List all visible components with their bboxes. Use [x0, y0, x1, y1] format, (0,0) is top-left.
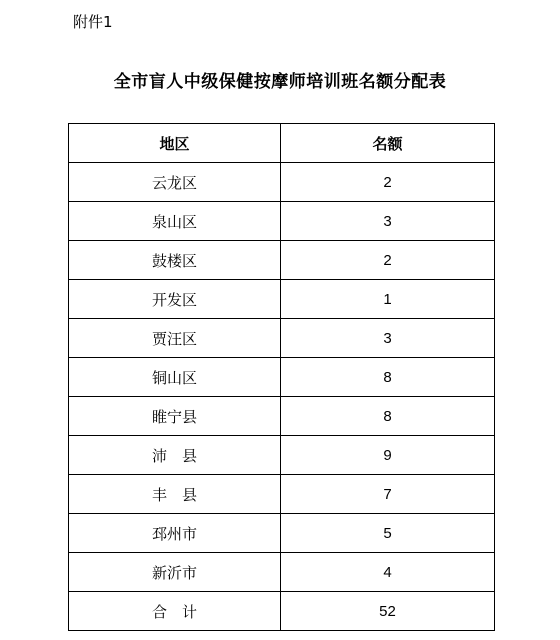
table-row	[69, 319, 495, 358]
table-row	[69, 436, 495, 475]
total-row	[69, 592, 495, 631]
header-region: 地区	[69, 124, 281, 163]
count-cell: 3	[281, 319, 495, 358]
region-cell: 贾汪区	[69, 319, 281, 358]
header-count: 名额	[281, 124, 495, 163]
table-row	[69, 514, 495, 553]
attachment-label: 附件1	[73, 13, 113, 31]
region-cell: 开发区	[69, 280, 281, 319]
count-cell: 2	[281, 241, 495, 280]
region-cell: 云龙区	[69, 163, 281, 202]
table-row	[69, 163, 495, 202]
count-cell: 8	[281, 358, 495, 397]
table-row	[69, 358, 495, 397]
table-row	[69, 202, 495, 241]
region-cell: 鼓楼区	[69, 241, 281, 280]
table-row	[69, 397, 495, 436]
region-cell: 铜山区	[69, 358, 281, 397]
table-row	[69, 553, 495, 592]
region-cell: 丰 县	[69, 475, 281, 514]
region-cell: 邳州市	[69, 514, 281, 553]
count-cell: 7	[281, 475, 495, 514]
table-row	[69, 241, 495, 280]
document-title: 全市盲人中级保健按摩师培训班名额分配表	[113, 72, 447, 92]
quota-table	[68, 123, 495, 631]
count-cell: 8	[281, 397, 495, 436]
count-cell: 1	[281, 280, 495, 319]
table-header-row	[69, 124, 495, 163]
table-row	[69, 280, 495, 319]
table-row	[69, 475, 495, 514]
region-cell: 新沂市	[69, 553, 281, 592]
count-cell: 5	[281, 514, 495, 553]
count-cell: 4	[281, 553, 495, 592]
region-cell: 泉山区	[69, 202, 281, 241]
count-cell: 2	[281, 163, 495, 202]
total-count: 52	[281, 592, 495, 631]
count-cell: 3	[281, 202, 495, 241]
total-label: 合 计	[69, 592, 281, 631]
region-cell: 沛 县	[69, 436, 281, 475]
region-cell: 睢宁县	[69, 397, 281, 436]
count-cell: 9	[281, 436, 495, 475]
